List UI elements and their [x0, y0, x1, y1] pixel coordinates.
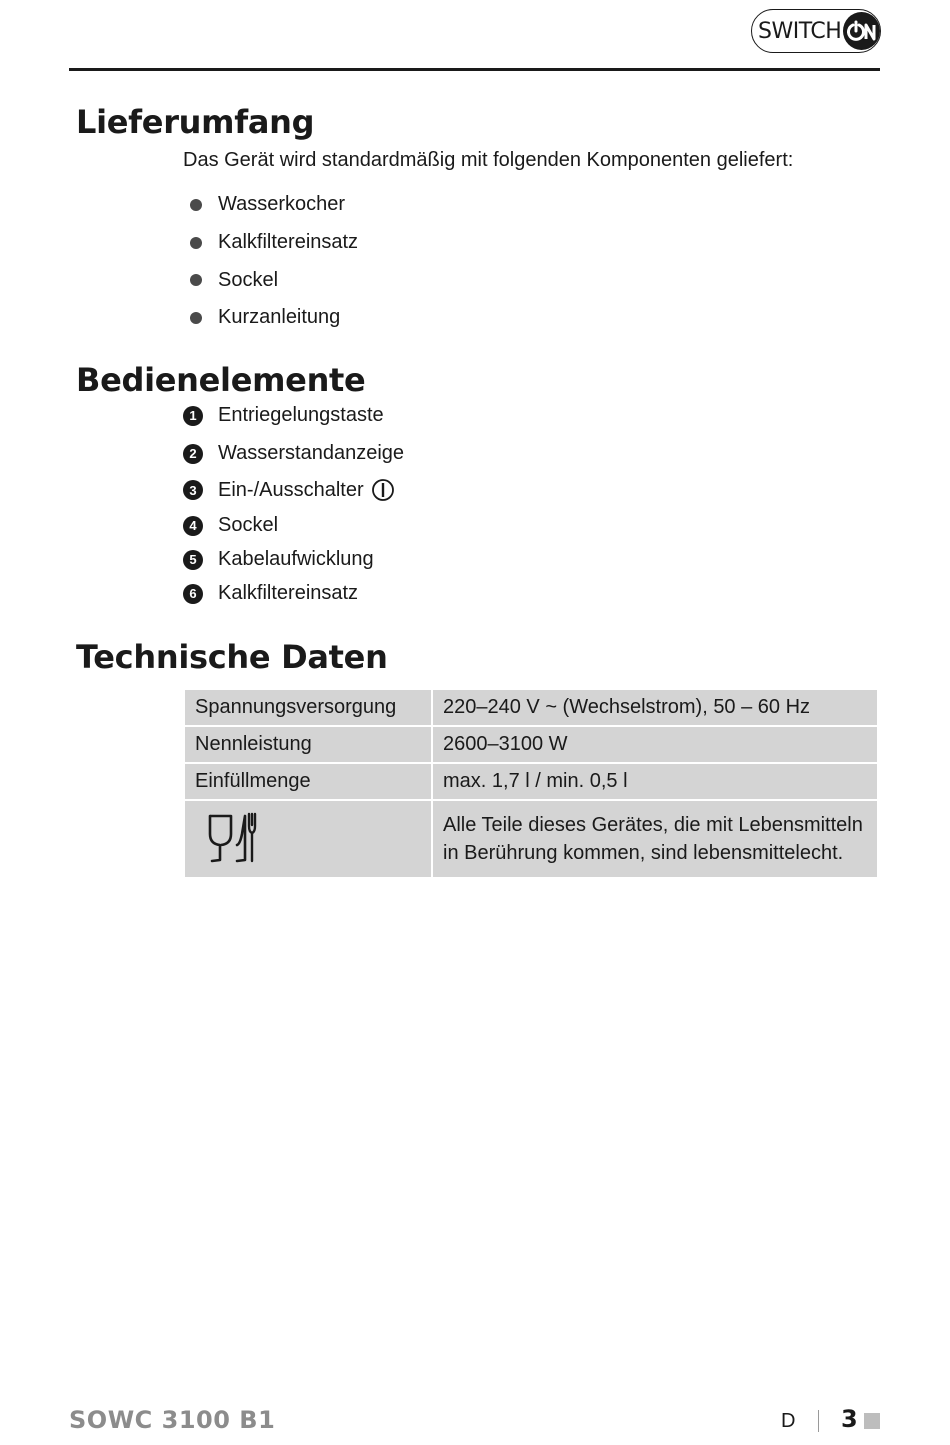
number-badge: 5: [183, 550, 203, 570]
power-switch-icon: [371, 478, 395, 502]
spec-label: Nennleistung: [184, 726, 432, 763]
footer-language: D: [781, 1410, 796, 1432]
number-badge: 2: [183, 444, 203, 464]
spec-value: 220–240 V ~ (Wechselstrom), 50 – 60 Hz: [432, 689, 878, 726]
spec-value: 2600–3100 W: [432, 726, 878, 763]
brand-logo: [751, 9, 881, 53]
list-item: 4 Sockel: [183, 514, 278, 537]
power-on-icon: [847, 20, 877, 42]
list-item: 6 Kalkfiltereinsatz: [183, 582, 358, 605]
section-title-technische-daten: Technische Daten: [76, 638, 388, 676]
bullet-icon: [190, 237, 202, 249]
number-badge: 6: [183, 584, 203, 604]
list-item: Kalkfiltereinsatz: [190, 224, 358, 262]
food-icon-cell: [184, 800, 432, 878]
bullet-icon: [190, 199, 202, 211]
specs-table: [183, 688, 879, 879]
list-item: Wasserkocher: [190, 186, 358, 224]
food-safe-note: Alle Teile dieses Gerätes, die mit Lebensmitteln in Berührung kommen, sind lebensmittelecht.: [432, 800, 878, 878]
brand-on-badge: [843, 12, 880, 50]
page-marker-square: [864, 1413, 880, 1429]
list-item: Sockel: [190, 261, 358, 299]
spec-value: max. 1,7 l / min. 0,5 l: [432, 763, 878, 800]
section-title-lieferumfang: Lieferumfang: [76, 103, 315, 141]
lieferumfang-intro: Das Gerät wird standardmäßig mit folgenden Komponenten geliefert:: [183, 149, 794, 171]
list-item: 5 Kabelaufwicklung: [183, 548, 374, 571]
table-row: [184, 689, 878, 726]
number-badge: 4: [183, 516, 203, 536]
lieferumfang-list: [190, 186, 358, 337]
footer-model: SOWC 3100 B1: [69, 1406, 276, 1434]
list-item: 2 Wasserstandanzeige: [183, 442, 404, 465]
table-row: [184, 763, 878, 800]
bullet-icon: [190, 274, 202, 286]
spec-label: Einfüllmenge: [184, 763, 432, 800]
section-title-bedienelemente: Bedienelemente: [76, 361, 366, 399]
brand-text: SWITCH: [758, 18, 842, 44]
table-row: [184, 800, 878, 878]
spec-label: Spannungsversorgung: [184, 689, 432, 726]
list-item: 1 Entriegelungstaste: [183, 404, 384, 427]
page-number: 3: [841, 1405, 858, 1433]
list-item: 3 Ein-/Ausschalter: [183, 478, 395, 502]
footer-divider: [818, 1410, 819, 1432]
number-badge: 3: [183, 480, 203, 500]
list-item: Kurzanleitung: [190, 299, 358, 337]
number-badge: 1: [183, 406, 203, 426]
table-row: [184, 726, 878, 763]
food-safe-icon: [207, 812, 263, 866]
header-rule: [69, 68, 880, 71]
bullet-icon: [190, 312, 202, 324]
